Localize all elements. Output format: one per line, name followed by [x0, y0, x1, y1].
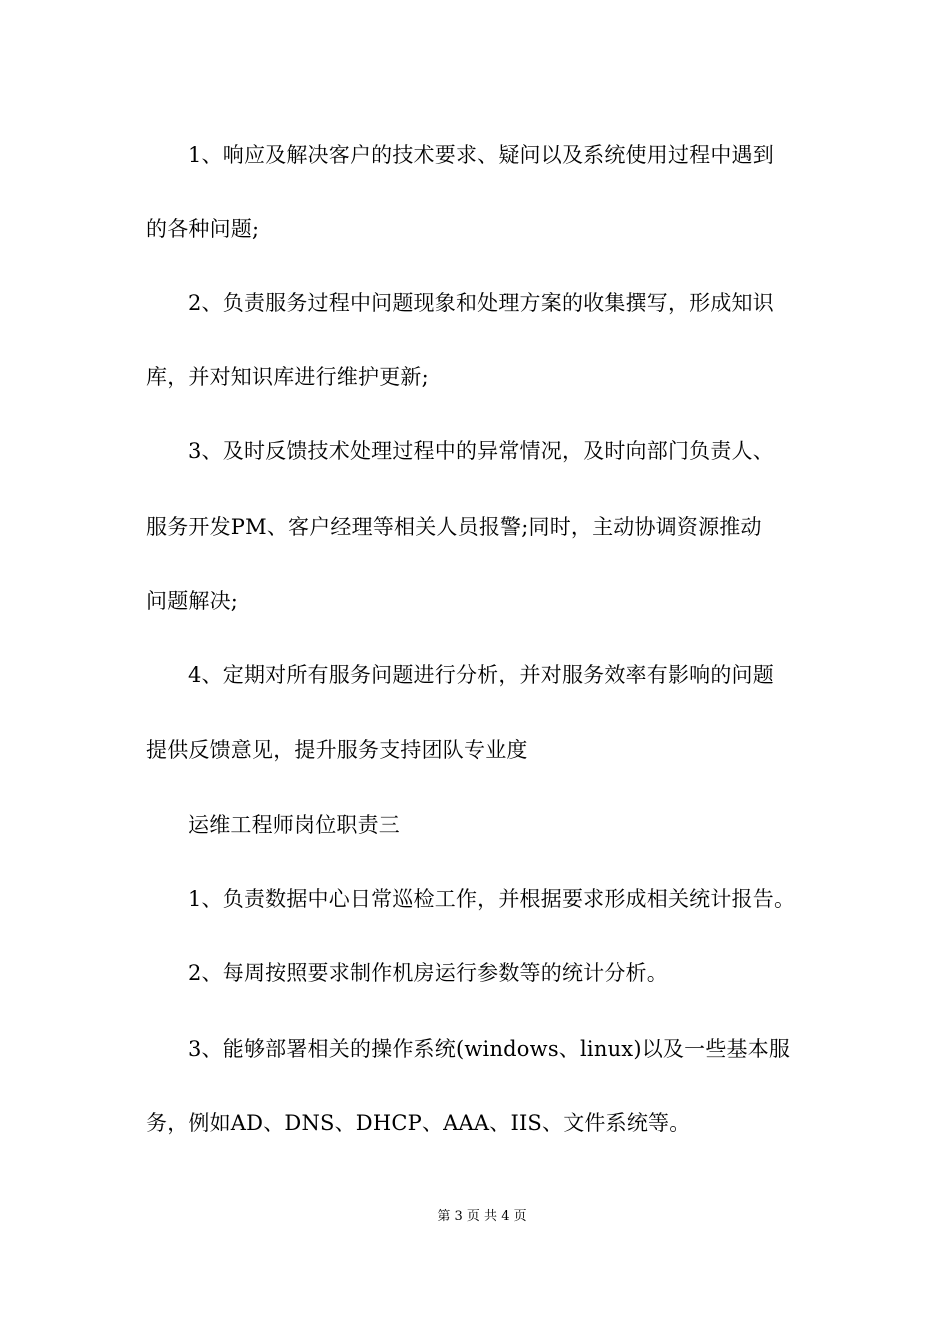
paragraph-line: 2、每周按照要求制作机房运行参数等的统计分析。: [188, 961, 668, 985]
paragraph-line: 库，并对知识库进行维护更新;: [146, 365, 429, 389]
paragraph-line: 3、及时反馈技术处理过程中的异常情况，及时向部门负责人、: [188, 439, 774, 463]
paragraph-line: 的各种问题;: [146, 217, 260, 241]
section-heading: 运维工程师岗位职责三: [188, 813, 400, 837]
paragraph-line: 1、响应及解决客户的技术要求、疑问以及系统使用过程中遇到: [188, 143, 774, 167]
paragraph-line: 1、负责数据中心日常巡检工作，并根据要求形成相关统计报告。: [188, 887, 796, 911]
paragraph-line: 务，例如AD、DNS、DHCP、AAA、IIS、文件系统等。: [146, 1111, 691, 1135]
paragraph-line: 2、负责服务过程中问题现象和处理方案的收集撰写，形成知识: [188, 291, 774, 315]
page-number-footer: 第 3 页 共 4 页: [437, 1209, 527, 1224]
paragraph-line: 3、能够部署相关的操作系统(windows、linux)以及一些基本服: [188, 1037, 791, 1061]
paragraph-line: 4、定期对所有服务问题进行分析，并对服务效率有影响的问题: [188, 663, 774, 687]
paragraph-line: 服务开发PM、客户经理等相关人员报警;同时，主动协调资源推动: [146, 515, 762, 539]
paragraph-line: 提供反馈意见，提升服务支持团队专业度: [146, 738, 528, 762]
paragraph-line: 问题解决;: [146, 589, 239, 613]
